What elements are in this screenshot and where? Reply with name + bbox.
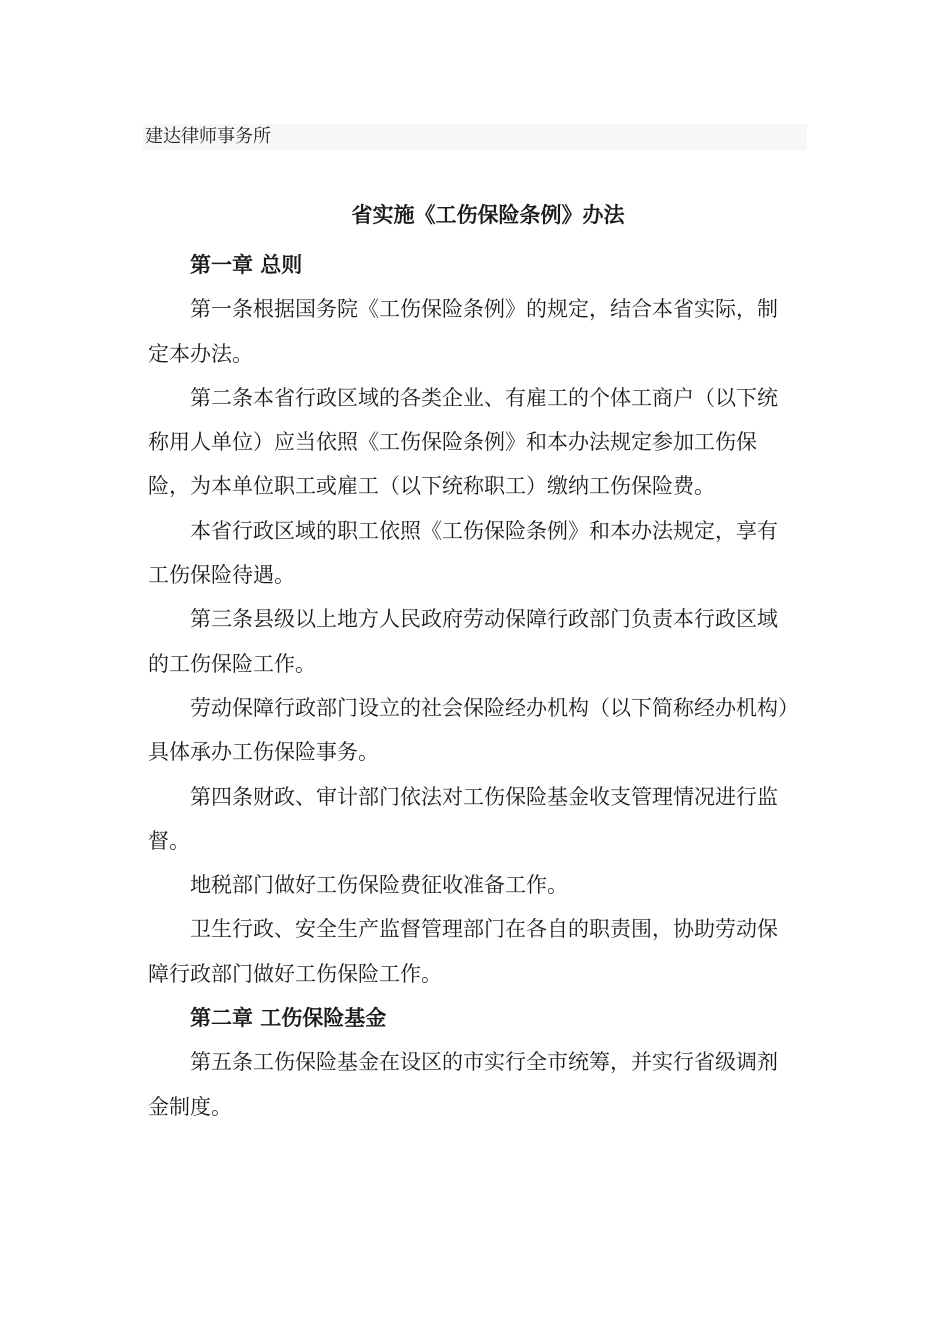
document-body xyxy=(148,243,798,1129)
article-paragraph: 劳动保障行政部门设立的社会保险经办机构（以下简称经办机构）具体承办工伤保险事务。 xyxy=(148,695,789,765)
article-paragraph: 卫生行政、安全生产监督管理部门在各自的职责围，协助劳动保障行政部门做好工伤保险工作。 xyxy=(148,917,778,986)
article-paragraph: 第二条本省行政区域的各类企业、有雇工的个体工商户（以下统称用人单位）应当依照《工伤保险条例》和本办法规定参加工伤保险，为本单位职工或雇工（以下统称职工）缴纳工伤保险费。 xyxy=(148,385,778,499)
article-paragraph: 第五条工伤保险基金在设区的市实行全市统筹，并实行省级调剂金制度。 xyxy=(148,1050,778,1119)
chapter-heading: 第二章 工伤保险基金 xyxy=(190,1006,387,1031)
page-header xyxy=(143,124,807,150)
article-paragraph: 本省行政区域的职工依照《工伤保险条例》和本办法规定，享有工伤保险待遇。 xyxy=(148,518,778,588)
article-paragraph: 第一条根据国务院《工伤保险条例》的规定，结合本省实际，制定本办法。 xyxy=(148,297,778,366)
article-paragraph: 地税部门做好工伤保险费征收准备工作。 xyxy=(190,873,568,898)
chapter-heading: 第一章 总则 xyxy=(190,253,303,277)
document-title: 省实施《工伤保险条例》办法 xyxy=(351,203,625,227)
article-paragraph: 第四条财政、审计部门依法对工伤保险基金收支管理情况进行监督。 xyxy=(148,784,778,853)
article-paragraph: 第三条县级以上地方人民政府劳动保障行政部门负责本行政区域的工伤保险工作。 xyxy=(148,607,778,676)
law-firm-name: 建达律师事务所 xyxy=(145,126,271,147)
